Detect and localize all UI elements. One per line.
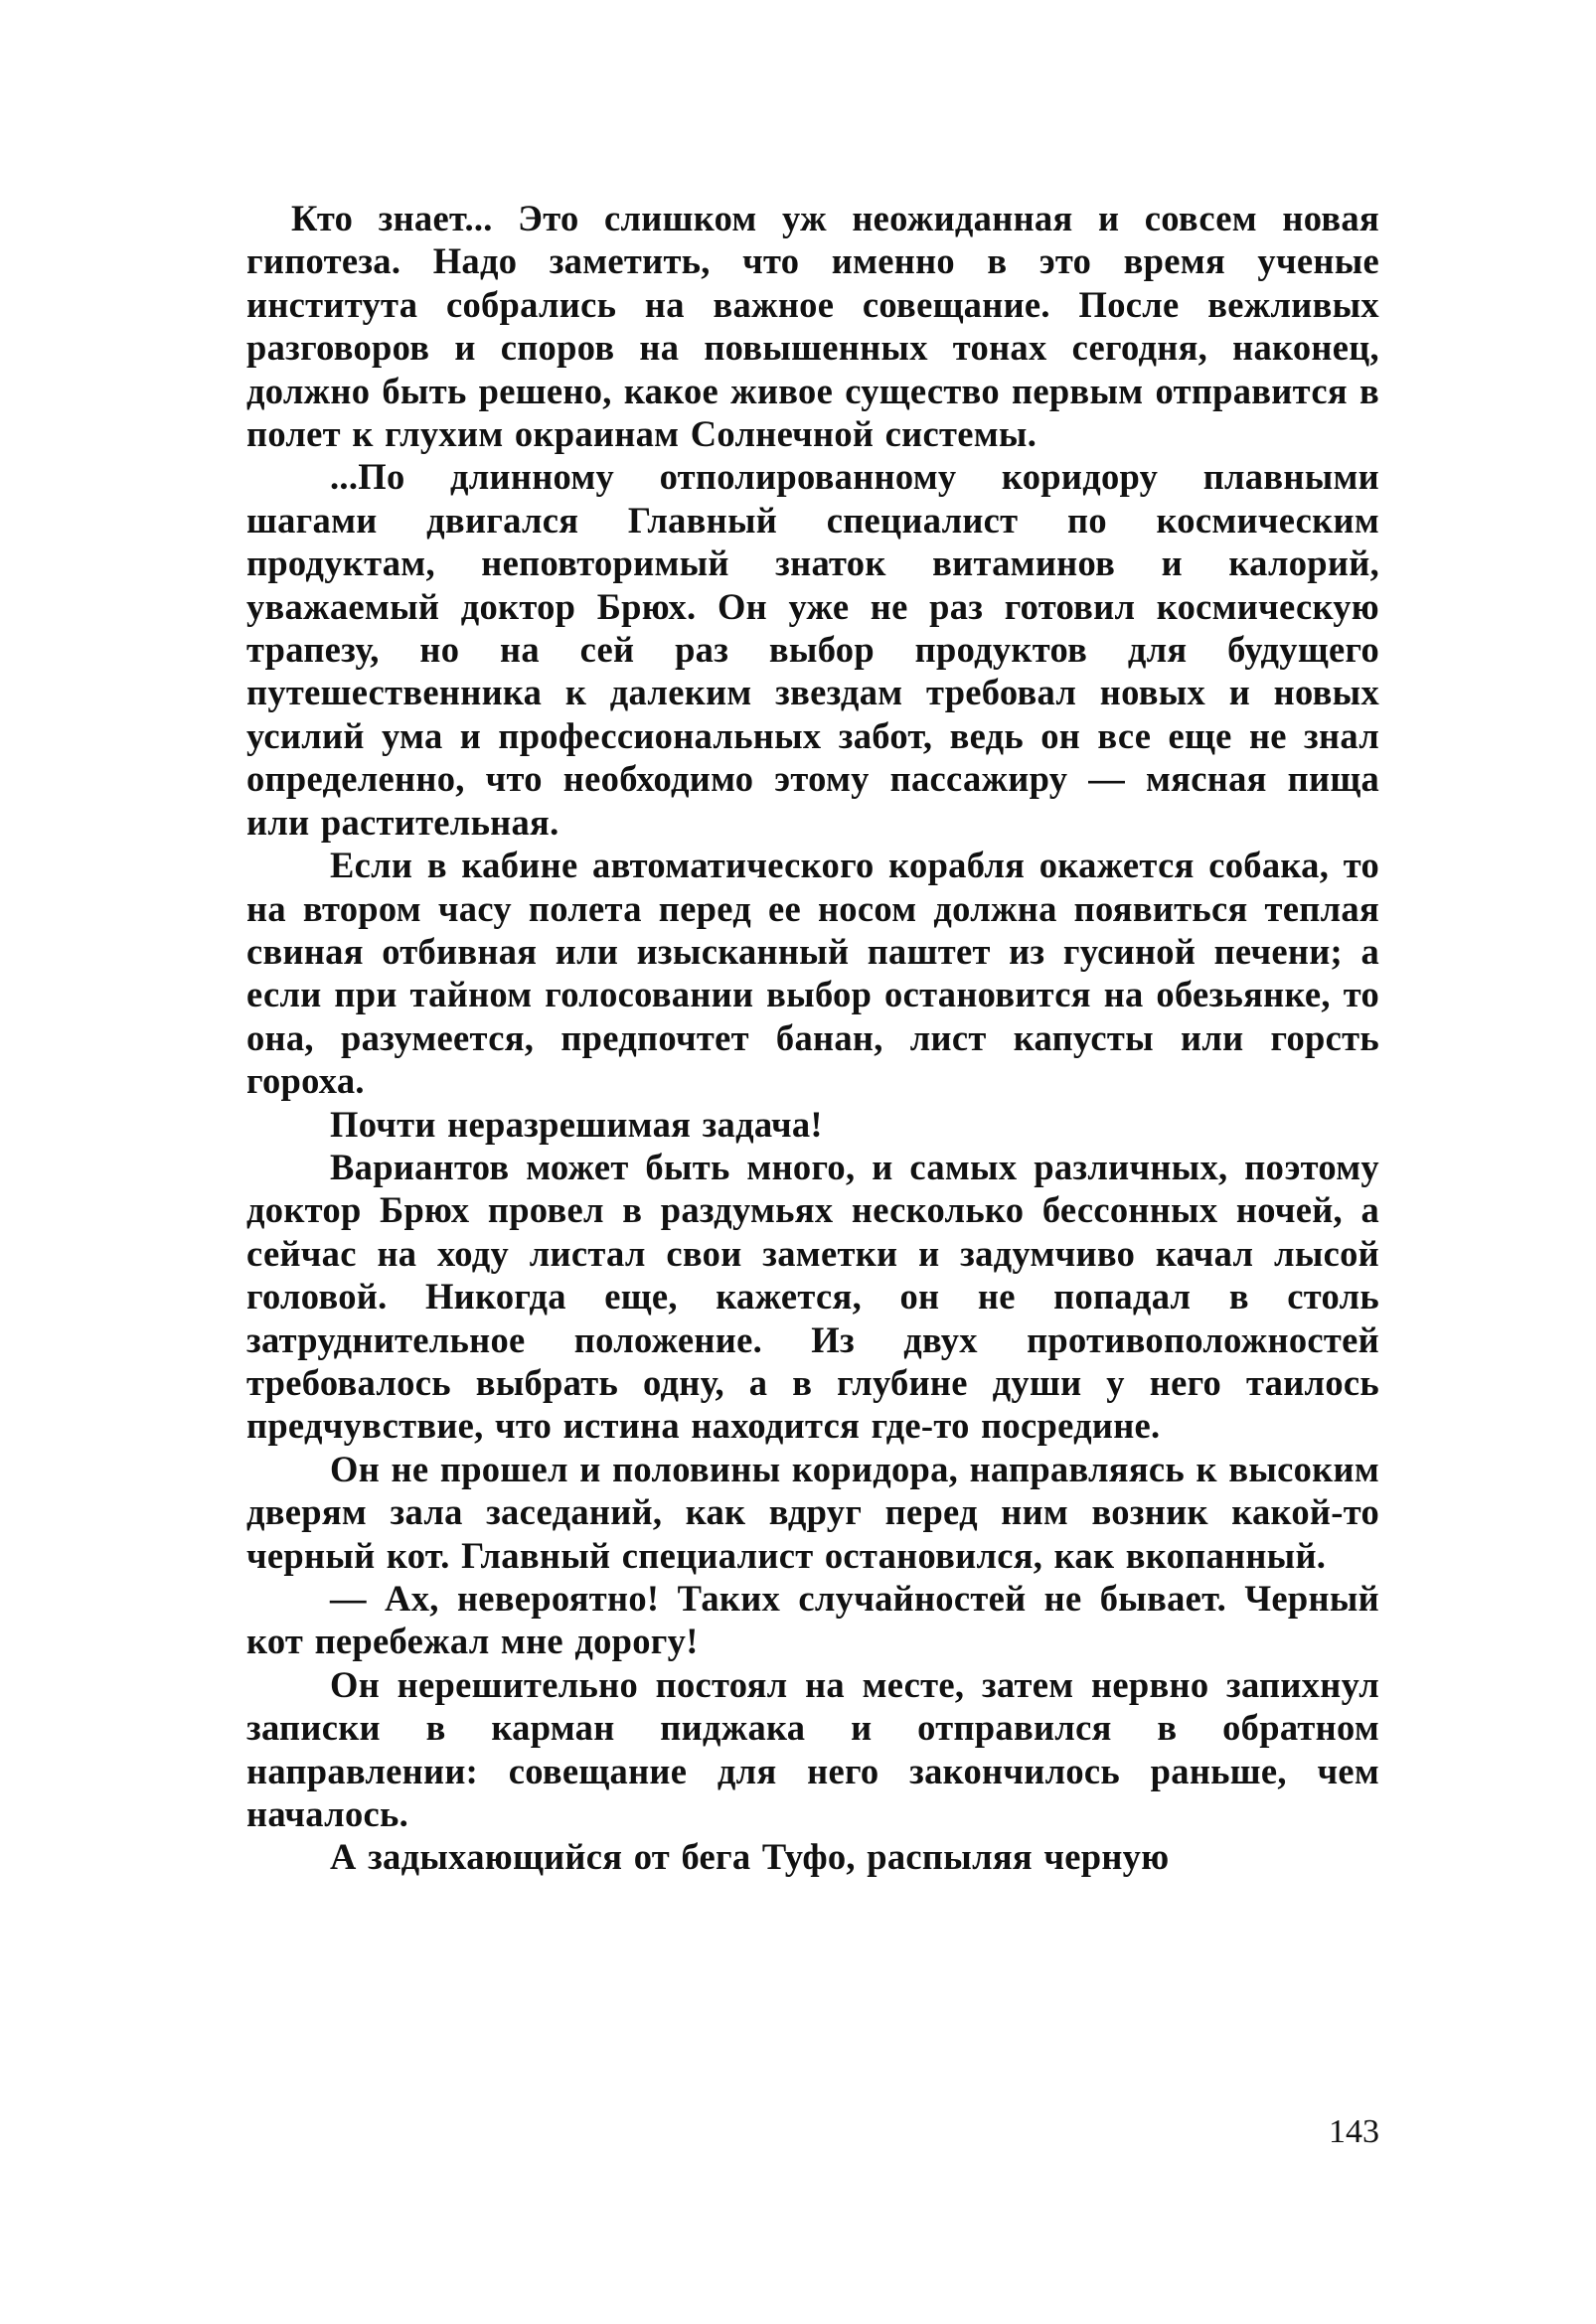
paragraph-8: Он нерешительно постоял на месте, затем нервно запихнул записки в карман пиджака и отправился в обратном направлении: совещание для него закончилось раньше, чем началось. [246, 1663, 1379, 1835]
paragraph-7: — Ах, невероятно! Таких случайностей не бывает. Черный кот перебежал мне дорогу! [246, 1578, 1379, 1662]
paragraph-9: А задыхающийся от бега Туфо, распыляя черную [330, 1836, 1170, 1878]
paragraph-2: ...По длинному отполированному коридору плавными шагами двигался Главный специалист по космическим продуктам, неповторимый знаток витаминов и калорий, уважаемый доктор Брюх. Он уже не раз готовил космическую трапезу, но на сей раз выбор продуктов для будущего путешественника к далеким звездам требовал новых и новых усилий ума и профессиональных забот, ведь он все еще не знал определенно, что необходимо этому пассажиру — мясная пища или растительная. [246, 456, 1379, 843]
page-body [246, 197, 1379, 1879]
paragraph-4: Почти неразрешимая задача! [330, 1103, 823, 1145]
page-number: 143 [1329, 2113, 1379, 2150]
paragraph-3: Если в кабине автоматического корабля окажется собака, то на втором часу полета перед ее носом должна появиться теплая свиная отбивная или изысканный паштет из гусиной печени; а если при тайном голосовании выбор остановится на обезьянке, то она, разумеется, предпочтет банан, лист капусты или горсть гороха. [246, 845, 1379, 1102]
paragraph-5: Вариантов может быть много, и самых различных, поэтому доктор Брюх провел в раздумьях несколько бессонных ночей, а сейчас на ходу листал свои заметки и задумчиво качал лысой головой. Никогда еще, кажется, он не попадал в столь затруднительное положение. Из двух противоположностей требовалось выбрать одну, а в глубине души у него таилось предчувствие, что истина находится где-то посредине. [246, 1146, 1379, 1447]
paragraph-1: Кто знает... Это слишком уж неожиданная и совсем новая гипотеза. Надо заметить, что именно в это время ученые института собрались на важное совещание. После вежливых разговоров и споров на повышенных тонах сегодня, наконец, должно быть решено, какое живое существо первым отправится в полет к глухим окраинам Солнечной системы. [246, 198, 1379, 455]
paragraph-6: Он не прошел и половины коридора, направляясь к высоким дверям зала заседаний, как вдруг перед ним возник какой-то черный кот. Главный специалист остановился, как вкопанный. [246, 1448, 1379, 1576]
